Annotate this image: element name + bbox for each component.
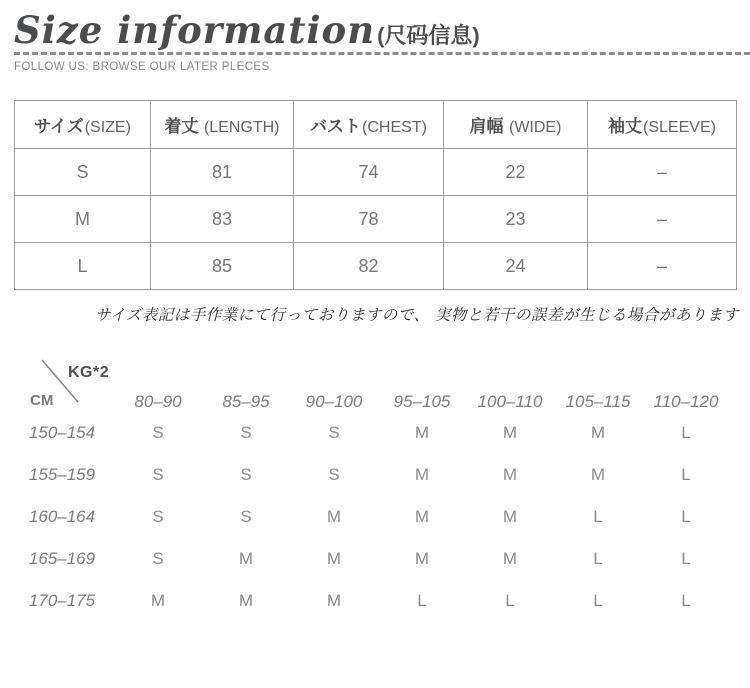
recommended-size: M [414,465,430,484]
recommended-size: L [681,465,691,484]
column-header-sleeve [588,101,737,149]
size-disclaimer-note: サイズ表記は手作業にて行っておりますので、 実物と若干の誤差が生じる場合があります [95,306,739,324]
recommended-size: S [240,423,252,442]
wide-value: 23 [444,196,588,243]
recommended-size: L [681,507,691,526]
title-chinese: (尺码信息) [377,23,480,48]
recommended-size: M [502,465,518,484]
size-label: L [15,243,151,290]
recommended-size: M [326,549,342,568]
length-value: 81 [151,149,294,196]
column-header-length [151,101,294,149]
recommended-size: M [326,591,342,610]
fit-chart-row [10,580,730,622]
fit-chart-row [10,454,730,496]
recommended-size: S [152,549,164,568]
recommended-size: M [238,591,254,610]
recommended-size: S [152,465,164,484]
recommended-size: L [593,549,603,568]
weight-range-header: 90–100 [305,392,363,411]
height-range-label: 155–159 [28,465,96,484]
recommended-size: S [328,423,340,442]
table-row-s [15,149,737,196]
wide-value: 22 [444,149,588,196]
height-axis-unit: CM [30,392,54,409]
size-label: S [15,149,151,196]
sleeve-value: – [588,196,737,243]
chest-value: 82 [294,243,444,290]
weight-range-header: 110–120 [653,392,719,411]
recommended-size: M [590,423,606,442]
recommended-size: S [328,465,340,484]
fit-chart-header-row [10,356,730,412]
follow-us-subtitle: FOLLOW US: BROWSE OUR LATER PLECES [14,61,270,73]
header-jp: 袖丈 [608,117,643,136]
size-label: M [15,196,151,243]
header-en: (LENGTH) [203,119,280,136]
header-jp: サイズ [34,117,84,136]
recommended-size: M [414,507,430,526]
recommended-size: M [326,507,342,526]
weight-range-header: 100–110 [477,392,543,411]
column-header-chest [294,101,444,149]
title-english: Size information [14,8,376,52]
recommended-size: S [152,423,164,442]
recommended-size: L [593,591,603,610]
axis-corner-cell [10,356,114,412]
header-jp: バスト [310,117,362,136]
weight-axis-unit: KG*2 [68,364,110,381]
recommended-size: L [417,591,427,610]
recommended-size: M [502,549,518,568]
garment-size-table [14,100,737,290]
length-value: 83 [151,196,294,243]
height-range-label: 160–164 [28,507,96,526]
header-en: (WIDE) [509,119,562,136]
fit-chart-row [10,412,730,454]
page-title [14,8,750,52]
column-header-wide [444,101,588,149]
recommended-size: S [240,465,252,484]
recommended-size: S [240,507,252,526]
recommended-size: M [502,423,518,442]
table-row-m [15,196,737,243]
chest-value: 74 [294,149,444,196]
recommended-size: M [150,591,166,610]
weight-range-header: 105–115 [565,392,631,411]
sleeve-value: – [588,149,737,196]
recommended-size: L [593,507,603,526]
size-table-header-row [15,101,737,149]
recommended-size: L [681,423,691,442]
header-en: (SIZE) [84,119,131,136]
table-row-l [15,243,737,290]
sleeve-value: – [588,243,737,290]
header-en: (CHEST) [362,119,427,136]
fit-chart-row [10,538,730,580]
height-range-label: 150–154 [28,423,96,442]
wide-value: 24 [444,243,588,290]
length-value: 85 [151,243,294,290]
recommended-size: L [681,549,691,568]
fit-chart-row [10,496,730,538]
chest-value: 78 [294,196,444,243]
header-jp: 肩幅 [469,117,504,136]
page-header [14,8,750,73]
recommended-size: M [414,549,430,568]
height-range-label: 165–169 [28,549,96,568]
header-en: (SLEEVE) [643,119,716,136]
height-range-label: 170–175 [28,591,96,610]
recommended-size: L [681,591,691,610]
column-header-size [15,101,151,149]
header-jp: 着丈 [164,117,199,136]
recommended-size: S [152,507,164,526]
recommended-size: M [502,507,518,526]
weight-range-header: 85–95 [222,392,270,411]
recommended-size: M [238,549,254,568]
height-weight-fit-chart [10,356,730,622]
weight-range-header: 80–90 [134,392,182,411]
recommended-size: M [414,423,430,442]
dashed-divider [14,52,750,55]
weight-range-header: 95–105 [393,392,451,411]
recommended-size: L [505,591,515,610]
recommended-size: M [590,465,606,484]
